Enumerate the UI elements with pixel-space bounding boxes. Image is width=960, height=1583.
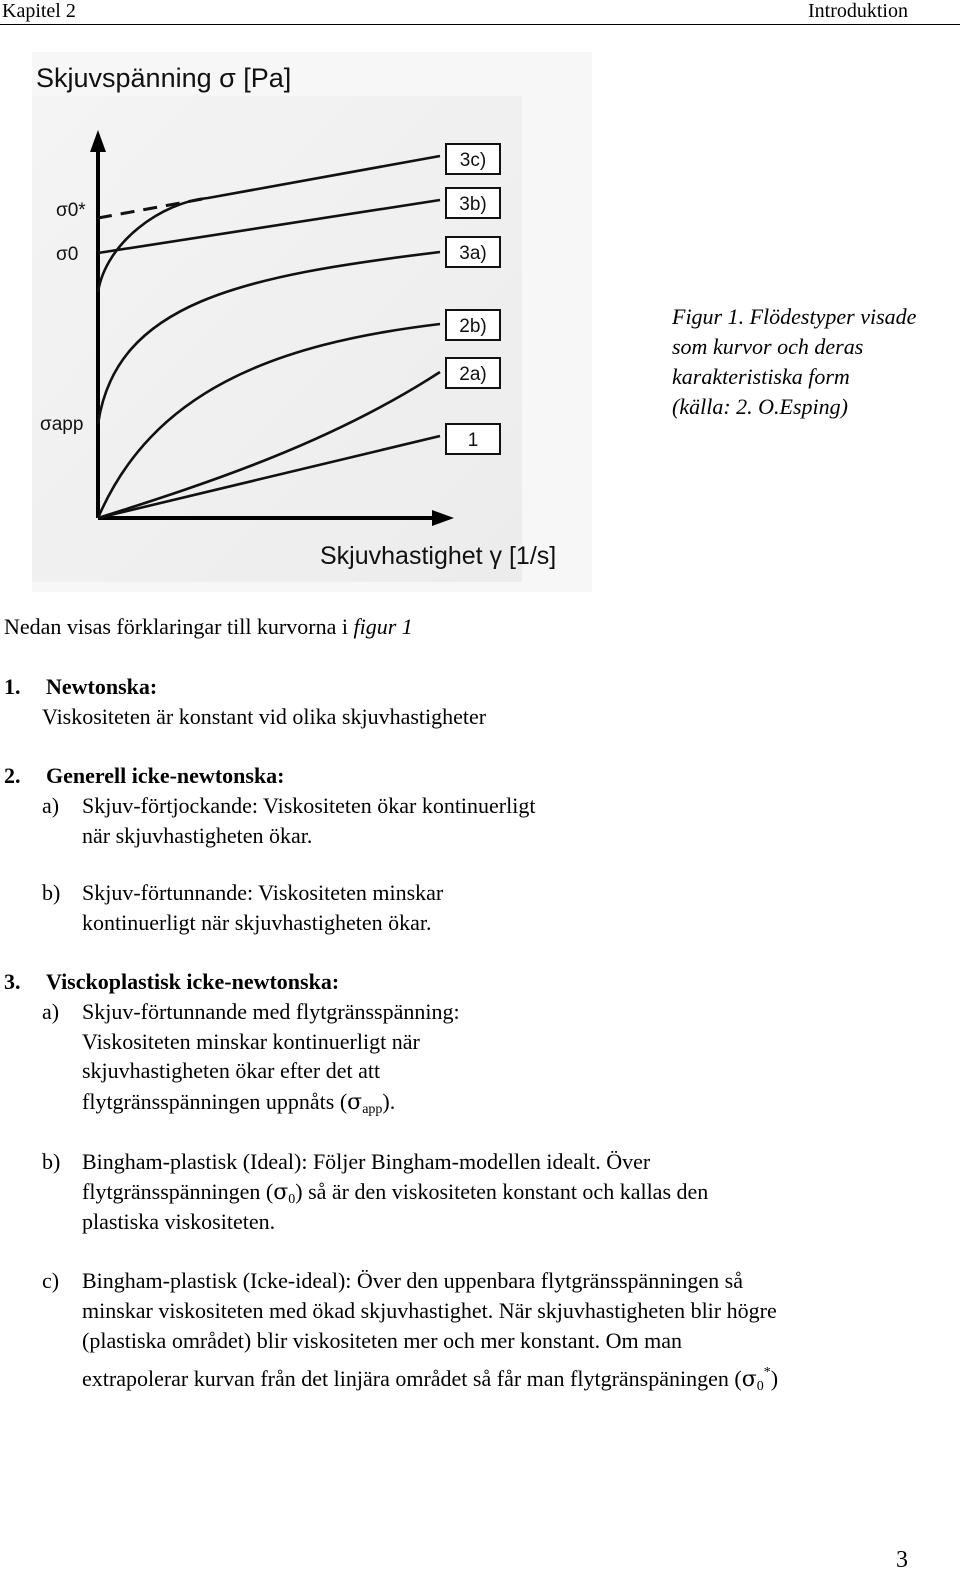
section-3c-text: Bingham-plastisk (Icke-ideal): Över den uppenbara flytgränsspänningen så (82, 1268, 744, 1293)
svg-text:3b): 3b) (459, 194, 487, 215)
section-3b-label: b) (42, 1149, 61, 1174)
section-1-description: Viskositeten är konstant vid olika skjuvhastigheter (42, 704, 487, 729)
svg-text:1: 1 (467, 430, 479, 451)
caption-line: Figur 1. Flödestyper visade (672, 304, 917, 329)
section-3a-text: skjuvhastigheten ökar efter det att (82, 1058, 381, 1083)
sigma0-star-mark: σ0* (56, 200, 86, 221)
section-2a-text: när skjuvhastigheten ökar. (82, 823, 313, 848)
label-2a (446, 358, 500, 388)
svg-text:3a): 3a) (459, 243, 487, 264)
section-3c-text: (plastiska området) blir viskositeten mer och mer konstant. Om man (82, 1328, 682, 1353)
section-3c-text: extrapolerar kurvan från det linjära området så får man flytgränspäningen $(\sigma_0^*)$ (82, 1365, 779, 1394)
section-3c-text: minskar viskositeten med ökad skjuvhastighet. När skjuvhastigheten blir högre (82, 1298, 777, 1323)
section-3b-text: plastiska viskositeten. (82, 1209, 276, 1234)
section-1-heading: 1. Newtonska: (4, 674, 158, 699)
section-label: Introduktion (808, 0, 908, 22)
section-3b-text: flytgränsspänningen $(\sigma_0)$ så är den viskositeten konstant och kallas den (82, 1179, 709, 1207)
x-axis-label: Skjuvhastighet γ [1/s] (320, 542, 557, 570)
section-3c-label: c) (42, 1268, 60, 1293)
label-1 (446, 424, 500, 454)
section-3b-text: Bingham-plastisk (Ideal): Följer Bingham-modellen idealt. Över (82, 1149, 651, 1174)
caption-line: (källa: 2. O.Esping) (672, 394, 848, 419)
section-3a-text: Skjuv-förtunnande med flytgränsspänning: (82, 999, 460, 1024)
y-axis-label: Skjuvspänning σ [Pa] (36, 63, 292, 93)
caption-line: som kurvor och deras (672, 334, 864, 359)
sigma0-mark: σ0 (56, 244, 79, 265)
section-3a-text: flytgränsspänningen uppnåts $(\sigma_{app})$. (82, 1089, 396, 1117)
page-header (0, 0, 960, 25)
svg-text:2b): 2b) (459, 316, 487, 337)
figure-caption (672, 302, 960, 422)
section-2b-label: b) (42, 880, 61, 905)
svg-text:2a): 2a) (459, 364, 487, 385)
svg-text:3c): 3c) (459, 150, 487, 171)
section-3a-text: Viskositeten minskar kontinuerligt när (82, 1029, 420, 1054)
section-3-heading: 3. Visckoplastisk icke-newtonska: (4, 969, 340, 994)
caption-line: karakteristiska form (672, 364, 850, 389)
label-3a (446, 237, 500, 267)
section-2-heading: 2. Generell icke-newtonska: (4, 763, 285, 788)
flow-curve-diagram (32, 52, 592, 592)
flow-curve-figure (32, 52, 592, 592)
section-2b-text: kontinuerligt när skjuvhastigheten ökar. (82, 910, 432, 935)
sigma-app-mark: σapp (40, 414, 84, 435)
label-3c (446, 144, 500, 174)
label-2b (446, 310, 500, 340)
section-2a-label: a) (42, 793, 60, 818)
label-3b (446, 188, 500, 218)
section-2a-text: Skjuv-förtjockande: Viskositeten ökar kontinuerligt (82, 793, 536, 818)
section-2b-text: Skjuv-förtunnande: Viskositeten minskar (82, 880, 444, 905)
section-3a-label: a) (42, 999, 60, 1024)
figure-reference: figur 1 (353, 614, 413, 639)
intro-paragraph: Nedan visas förklaringar till kurvorna i figur 1 (4, 614, 413, 639)
page-number: 3 (896, 1547, 908, 1573)
chapter-label: Kapitel 2 (2, 0, 76, 22)
